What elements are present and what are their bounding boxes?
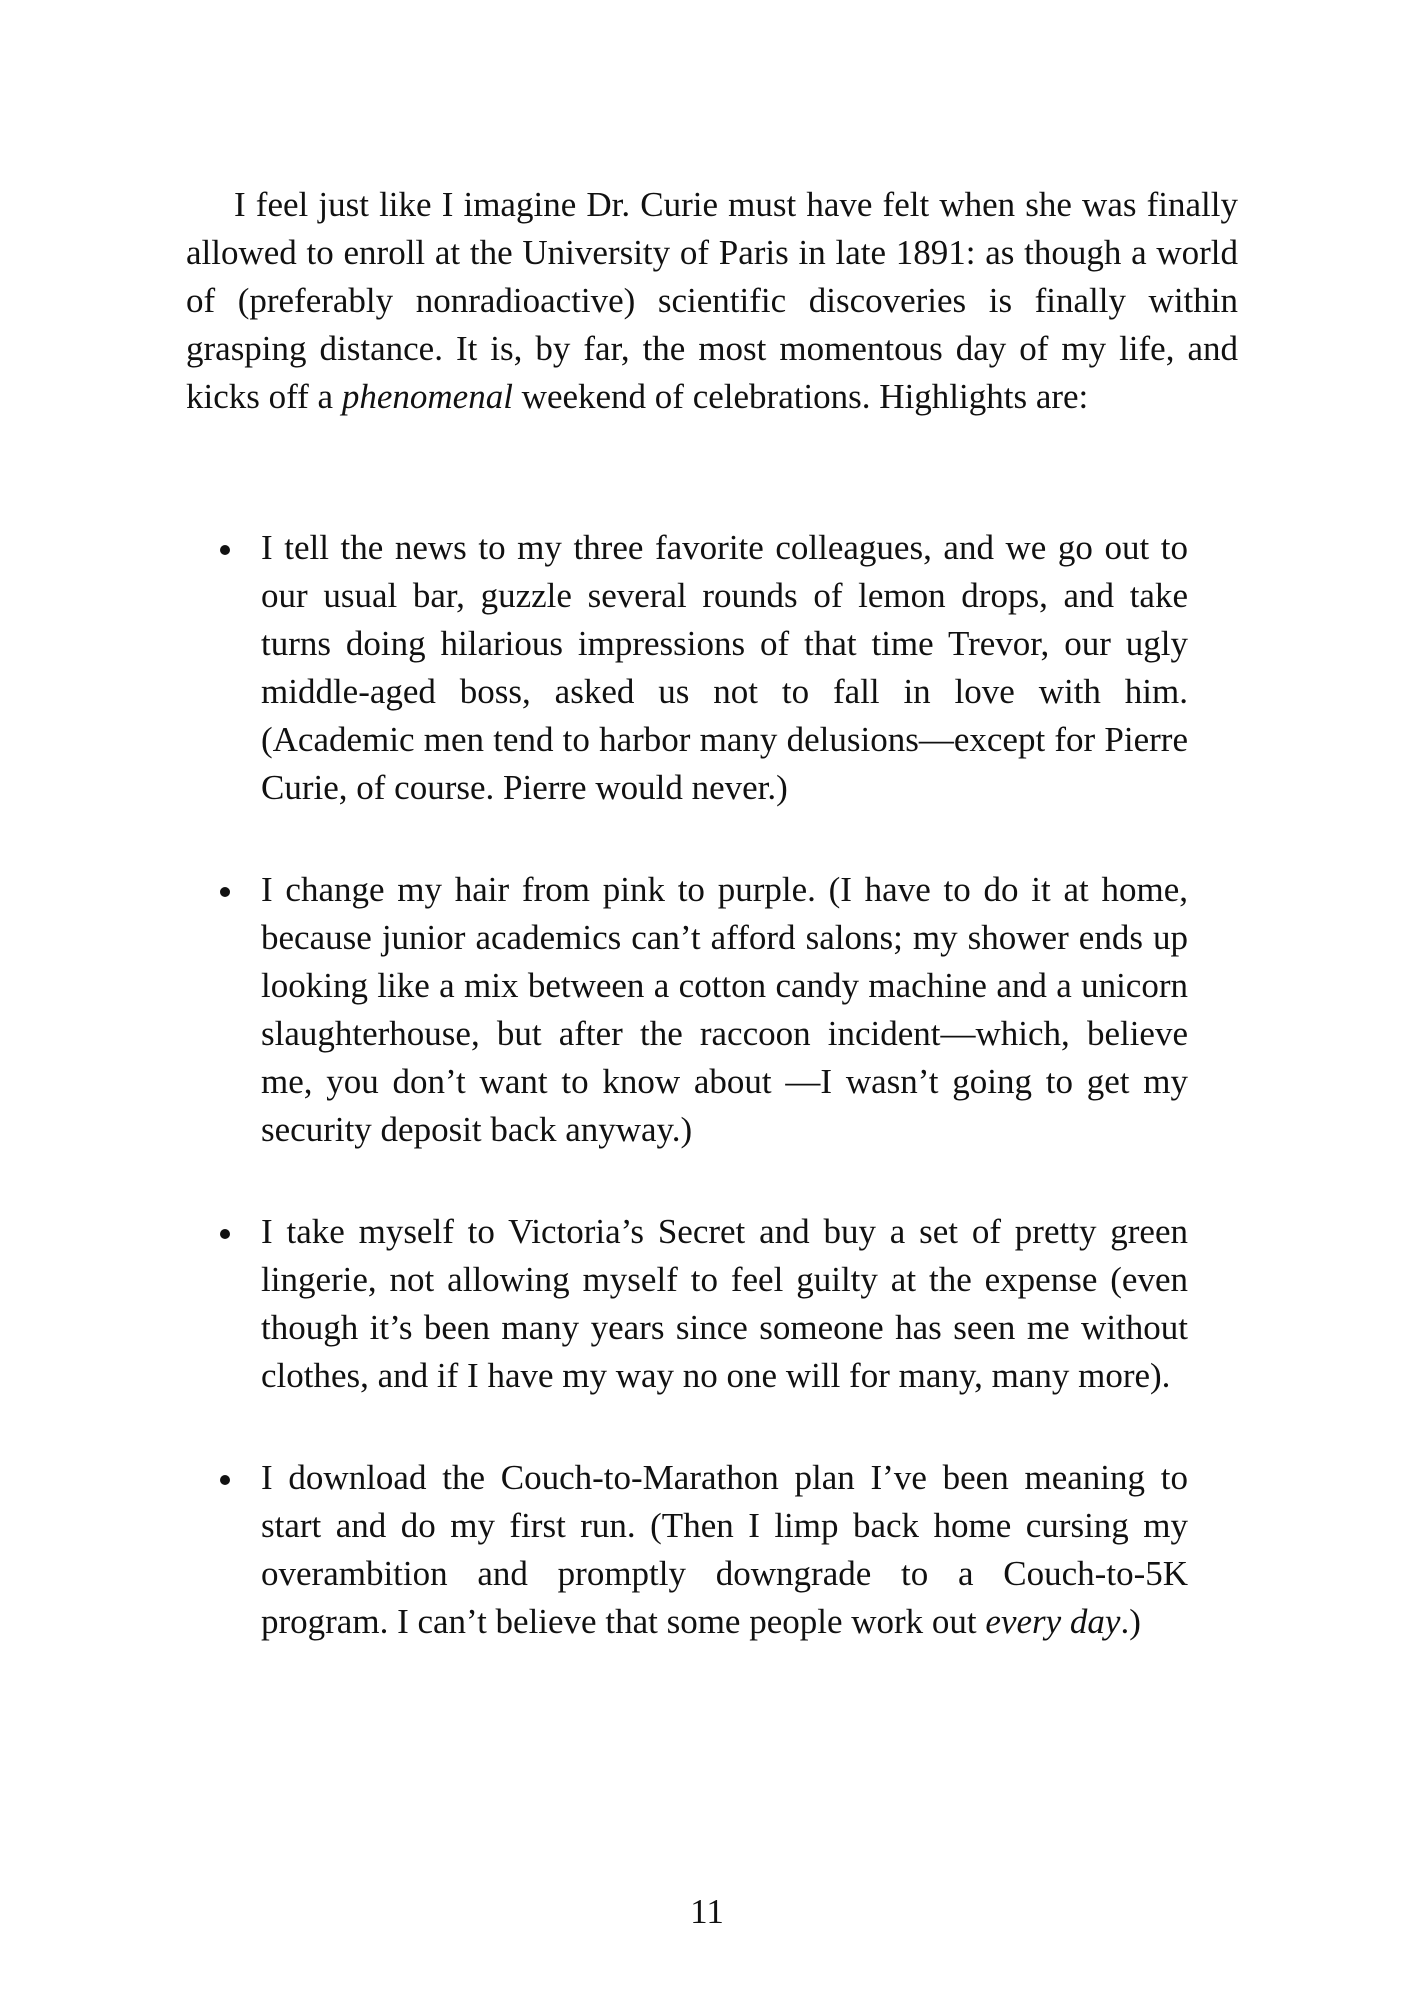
list-item-emphasis: every day [985,1602,1121,1641]
bullet-icon [220,1475,230,1485]
page-number: 11 [690,1892,724,1931]
list-item-text: I tell the news to my three favorite colleagues, and we go out to our usual bar, guzzle several rounds of lemon drops, and take turns doing hilarious impressions of that time Trevor, our ugly middle-aged boss, asked us not to fall in love with him. (Academic men tend to harbor many delusions—except for Pierre Curie, of course. Pierre would never.) [261,528,1188,807]
list-item-text [261,1458,1188,1641]
bullet-icon [220,545,230,555]
intro-emphasis: phenomenal [341,377,513,416]
bullet-icon [220,887,230,897]
intro-text-start: I feel just like I imagine Dr. Curie must have felt when she was finally allowed to enroll at the University of Paris in late 1891: as though a world of (preferably nonradioactive) scientific discoveries is finally within grasping distance. It is, by far, the most momentous day of my life, and kicks off a [186,185,1238,416]
intro-paragraph [186,181,1238,421]
list-item [186,1208,1188,1400]
bullet-icon [220,1229,230,1239]
list-item [186,1454,1188,1646]
list-item-text: I change my hair from pink to purple. (I have to do it at home, because junior academics can’t afford salons; my shower ends up looking like a mix between a cotton candy machine and a unicorn slaughterhouse, but after the raccoon incident—which, believe me, you don’t want to know about —I wasn’t going to get my security deposit back anyway.) [261,870,1188,1149]
list-item-text-end: .) [1120,1602,1141,1641]
intro-text-end: weekend of celebrations. Highlights are: [512,377,1089,416]
list-item-text-start: I download the Couch-to-Marathon plan I’ve been meaning to start and do my first run. (Then I limp back home cursing my overambition and promptly downgrade to a Couch-to-5K program. I can’t believe that some people work out [261,1458,1188,1641]
highlights-list [186,524,1188,1700]
list-item [186,524,1188,812]
list-item-text: I take myself to Victoria’s Secret and buy a set of pretty green lingerie, not allowing myself to feel guilty at the expense (even though it’s been many years since someone has seen me without clothes, and if I have my way no one will for many, many more). [261,1212,1188,1395]
list-item [186,866,1188,1154]
